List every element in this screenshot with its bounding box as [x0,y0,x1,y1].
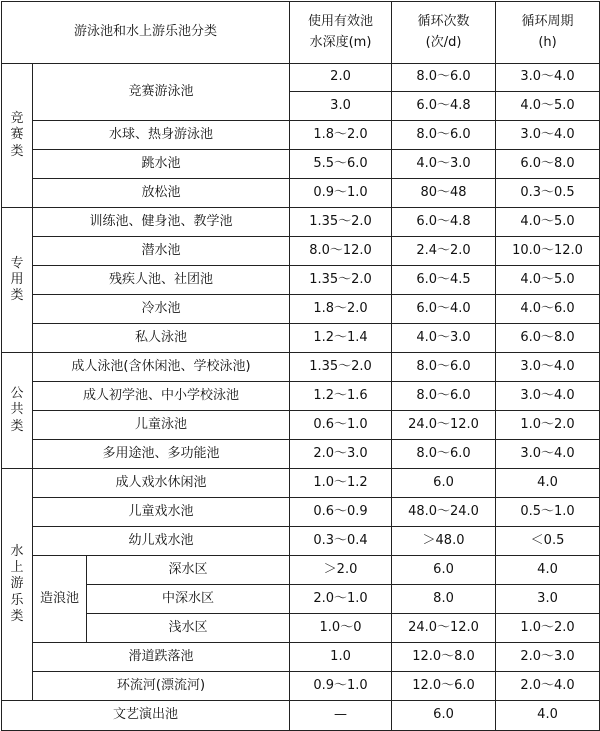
period-cell: 0.3～0.5 [496,179,600,208]
depth-cell: 0.6～0.9 [290,498,392,527]
cycles-cell: 6.0～4.8 [392,208,496,237]
category-public: 公共类 [2,353,33,469]
cycles-cell: 80～48 [392,179,496,208]
table-row [2,527,600,556]
period-cell: 4.0～5.0 [496,208,600,237]
category-water-park: 水上游乐类 [2,469,33,701]
pool-name: 文艺演出池 [2,701,290,731]
table-row [2,411,600,440]
depth-cell: 0.3～0.4 [290,527,392,556]
cycles-cell: 6.0 [392,469,496,498]
table-row [2,440,600,469]
table-row [2,614,600,643]
pool-name: 冷水池 [33,295,290,324]
pool-name: 儿童泳池 [33,411,290,440]
table-row [2,585,600,614]
table-row [2,121,600,150]
cycles-cell: 8.0～6.0 [392,382,496,411]
period-cell: 4.0 [496,556,600,585]
pool-name: 残疾人池、社团池 [33,266,290,295]
period-cell: 1.0～2.0 [496,614,600,643]
cycles-cell: 6.0～4.5 [392,266,496,295]
cycles-cell: 4.0～3.0 [392,324,496,353]
pool-name: 潜水池 [33,237,290,266]
table-row [2,64,600,92]
cycles-cell: ＞48.0 [392,527,496,556]
pool-zone: 深水区 [87,556,290,585]
period-cell: 1.0～2.0 [496,411,600,440]
cycles-cell: 8.0～6.0 [392,353,496,382]
period-cell: 3.0～4.0 [496,440,600,469]
table-row [2,382,600,411]
cycles-cell: 24.0～12.0 [392,411,496,440]
period-cell: 3.0～4.0 [496,121,600,150]
depth-cell: 0.9～1.0 [290,179,392,208]
cycles-cell: 8.0～6.0 [392,440,496,469]
depth-cell: 1.0～1.2 [290,469,392,498]
pool-name: 儿童戏水池 [33,498,290,527]
pool-name: 多用途池、多功能池 [33,440,290,469]
pool-name: 环流河(漂流河) [33,672,290,701]
pool-zone: 浅水区 [87,614,290,643]
pool-name: 竞赛游泳池 [33,64,290,121]
table-row [2,556,600,585]
pool-name: 训练池、健身池、教学池 [33,208,290,237]
period-cell: 4.0 [496,469,600,498]
period-cell: 2.0～4.0 [496,672,600,701]
pool-name: 成人初学池、中小学校泳池 [33,382,290,411]
depth-cell: — [290,701,392,731]
depth-cell: ＞2.0 [290,556,392,585]
pool-name: 滑道跌落池 [33,643,290,672]
depth-cell: 2.0～3.0 [290,440,392,469]
table-row [2,150,600,179]
table-row [2,324,600,353]
period-cell: 4.0 [496,701,600,731]
cycles-cell: 6.0～4.8 [392,92,496,121]
cycles-cell: 6.0～4.0 [392,295,496,324]
depth-cell: 1.0 [290,643,392,672]
cycles-cell: 8.0～6.0 [392,121,496,150]
category-special: 专用类 [2,208,33,353]
cycles-cell: 8.0 [392,585,496,614]
header-depth: 使用有效池 水深度(m) [290,2,392,64]
header-cycles: 循环次数 (次/d) [392,2,496,64]
pool-name: 成人泳池(含休闲池、学校泳池) [33,353,290,382]
table-row [2,353,600,382]
period-cell: 0.5～1.0 [496,498,600,527]
cycles-cell: 12.0～8.0 [392,643,496,672]
depth-cell: 1.0～0 [290,614,392,643]
depth-cell: 1.35～2.0 [290,208,392,237]
period-cell: 3.0 [496,585,600,614]
pool-classification-table [1,1,600,731]
pool-name: 放松池 [33,179,290,208]
depth-cell: 1.35～2.0 [290,266,392,295]
depth-cell: 1.35～2.0 [290,353,392,382]
depth-cell: 5.5～6.0 [290,150,392,179]
period-cell: 3.0～4.0 [496,64,600,92]
table-row [2,643,600,672]
depth-cell: 2.0～1.0 [290,585,392,614]
table-row [2,701,600,731]
period-cell: 4.0～5.0 [496,266,600,295]
table-row [2,237,600,266]
period-cell: 6.0～8.0 [496,150,600,179]
cycles-cell: 12.0～6.0 [392,672,496,701]
cycles-cell: 4.0～3.0 [392,150,496,179]
period-cell: 4.0～5.0 [496,92,600,121]
cycles-cell: 48.0～24.0 [392,498,496,527]
depth-cell: 0.6～1.0 [290,411,392,440]
table-row [2,179,600,208]
depth-cell: 2.0 [290,64,392,92]
depth-cell: 8.0～12.0 [290,237,392,266]
table-row [2,498,600,527]
pool-name: 幼儿戏水池 [33,527,290,556]
header-period: 循环周期 (h) [496,2,600,64]
cycles-cell: 6.0 [392,701,496,731]
depth-cell: 1.2～1.4 [290,324,392,353]
pool-zone: 中深水区 [87,585,290,614]
pool-name: 水球、热身游泳池 [33,121,290,150]
depth-cell: 1.8～2.0 [290,295,392,324]
cycles-cell: 8.0～6.0 [392,64,496,92]
depth-cell: 1.8～2.0 [290,121,392,150]
cycles-cell: 6.0 [392,556,496,585]
table-row [2,295,600,324]
table-row [2,469,600,498]
period-cell: 3.0～4.0 [496,382,600,411]
depth-cell: 3.0 [290,92,392,121]
depth-cell: 1.2～1.6 [290,382,392,411]
period-cell: 10.0～12.0 [496,237,600,266]
period-cell: 6.0～8.0 [496,324,600,353]
pool-name: 私人泳池 [33,324,290,353]
header-pool-type: 游泳池和水上游乐池分类 [2,2,290,64]
table-row [2,208,600,237]
header-row [2,2,600,64]
table-row [2,672,600,701]
cycles-cell: 2.4～2.0 [392,237,496,266]
category-competition: 竞赛类 [2,64,33,208]
pool-name: 跳水池 [33,150,290,179]
pool-name: 成人戏水休闲池 [33,469,290,498]
table-row [2,266,600,295]
period-cell: ＜0.5 [496,527,600,556]
period-cell: 2.0～3.0 [496,643,600,672]
depth-cell: 0.9～1.0 [290,672,392,701]
period-cell: 3.0～4.0 [496,353,600,382]
cycles-cell: 24.0～12.0 [392,614,496,643]
period-cell: 4.0～6.0 [496,295,600,324]
wave-pool-group: 造浪池 [33,556,87,643]
